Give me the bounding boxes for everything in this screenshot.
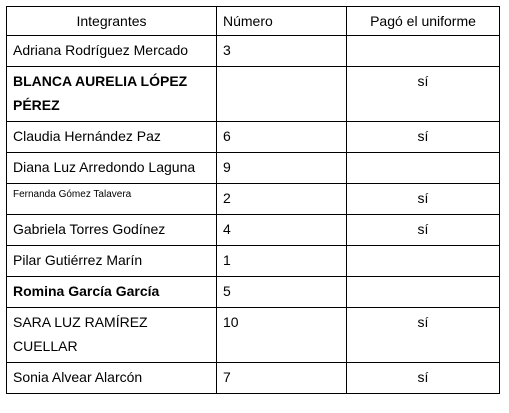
member-name: Adriana Rodríguez Mercado — [7, 36, 217, 67]
member-number — [217, 67, 347, 122]
member-number: 2 — [217, 184, 347, 215]
member-number: 9 — [217, 153, 347, 184]
member-paid — [347, 277, 500, 308]
member-number: 7 — [217, 363, 347, 394]
table-row — [7, 153, 500, 184]
member-name: Romina García García — [7, 277, 217, 308]
member-number: 10 — [217, 308, 347, 363]
member-number: 6 — [217, 122, 347, 153]
member-number: 5 — [217, 277, 347, 308]
member-paid: sí — [347, 67, 500, 122]
table-row — [7, 308, 500, 363]
member-name: Sonia Alvear Alarcón — [7, 363, 217, 394]
member-name: Fernanda Gómez Talavera — [7, 184, 217, 215]
member-paid: sí — [347, 184, 500, 215]
table-row — [7, 36, 500, 67]
table-row — [7, 122, 500, 153]
table-row — [7, 67, 500, 122]
member-number: 4 — [217, 215, 347, 246]
members-table — [6, 6, 500, 394]
member-name: SARA LUZ RAMÍREZ CUELLAR — [7, 308, 217, 363]
member-name: BLANCA AURELIA LÓPEZ PÉREZ — [7, 67, 217, 122]
table-row — [7, 363, 500, 394]
header-row — [7, 7, 500, 36]
table-row — [7, 246, 500, 277]
table-row — [7, 215, 500, 246]
member-paid — [347, 153, 500, 184]
member-name: Gabriela Torres Godínez — [7, 215, 217, 246]
header-numero: Número — [217, 7, 347, 36]
member-paid: sí — [347, 215, 500, 246]
member-paid: sí — [347, 363, 500, 394]
member-number: 3 — [217, 36, 347, 67]
member-paid — [347, 246, 500, 277]
member-paid — [347, 36, 500, 67]
member-name: Pilar Gutiérrez Marín — [7, 246, 217, 277]
header-pago-uniforme: Pagó el uniforme — [347, 7, 500, 36]
member-paid: sí — [347, 308, 500, 363]
member-name: Claudia Hernández Paz — [7, 122, 217, 153]
member-paid: sí — [347, 122, 500, 153]
table-row — [7, 184, 500, 215]
header-integrantes: Integrantes — [7, 7, 217, 36]
member-name: Diana Luz Arredondo Laguna — [7, 153, 217, 184]
member-number: 1 — [217, 246, 347, 277]
table-row — [7, 277, 500, 308]
